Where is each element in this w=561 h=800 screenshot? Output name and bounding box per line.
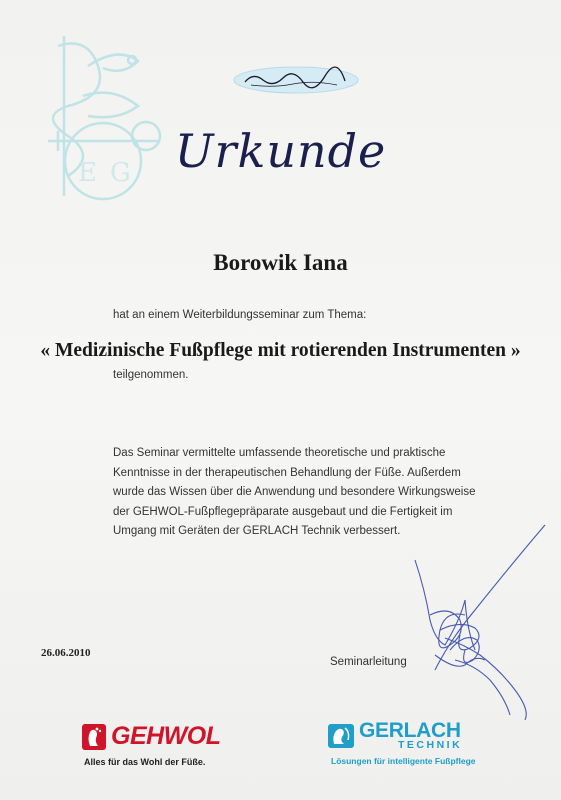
description-line: Umgang mit Geräten der GERLACH Technik verbessert. [113,525,401,537]
svg-text:G: G [110,158,131,188]
foot-icon [328,724,354,748]
description-line: Kenntnisse in der therapeutischen Behandlung der Füße. Außerdem [113,466,461,479]
recipient-name: Borowik Iana [213,250,348,275]
gehwol-tagline: Alles für das Wohl der Füße. [84,757,206,767]
description-line: der GEHWOL-Fußpflegepräparate ausgebaut und die Fertigkeit im [113,505,453,518]
gerlach-subtitle: TECHNIK [398,739,463,751]
svg-text:E: E [78,158,97,188]
gerlach-logo [328,720,538,770]
handwritten-signature [405,520,555,730]
description-line: Das Seminar vermittelte umfassende theoretische und praktische [113,447,446,459]
signature-label: Seminarleitung [330,656,407,668]
gehwol-logo [82,724,282,774]
description-line: wurde das Wissen über die Anwendung und besondere Wirkungsweise [113,486,476,498]
foot-icon [82,724,106,750]
gerlach-wordmark: GERLACH [359,719,461,742]
watermark-emblem [28,26,168,206]
seminar-topic: « Medizinische Fußpflege mit rotierenden Instrumenten » [40,340,521,361]
certificate-title: Urkunde [174,124,387,178]
participated-line: teilgenommen. [113,369,189,381]
seal-stamp [233,66,359,94]
certificate-date: 26.06.2010 [41,647,91,659]
gehwol-wordmark: GEHWOL [111,722,221,750]
gerlach-tagline: Lösungen für intelligente Fußpflege [331,756,476,766]
intro-line: hat an einem Weiterbildungsseminar zum Thema: [113,309,367,321]
